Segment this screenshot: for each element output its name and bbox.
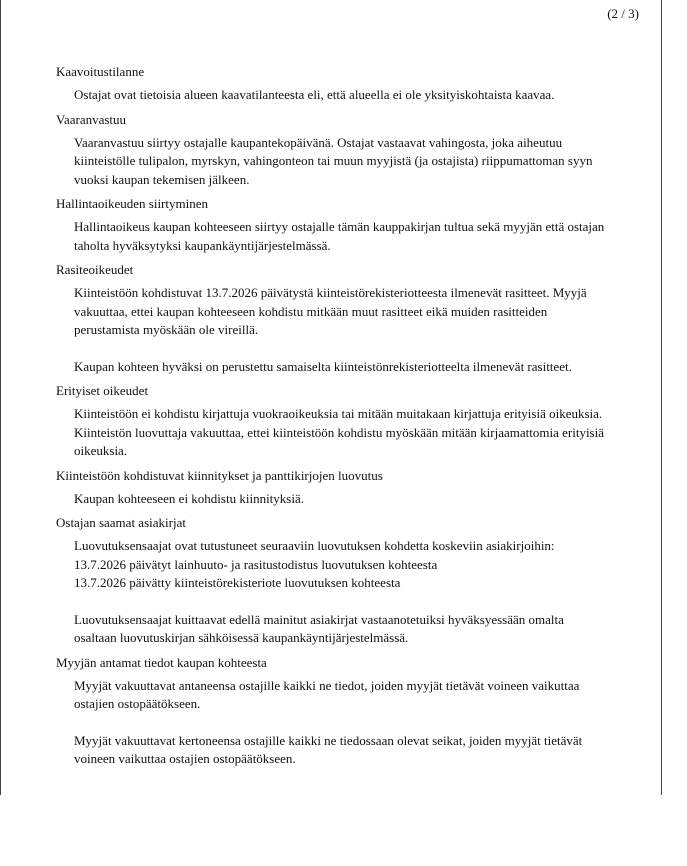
document-section <box>56 515 626 648</box>
section-heading: Kiinteistöön kohdistuvat kiinnitykset ja panttikirjojen luovutus <box>56 467 383 483</box>
paragraph-line: Kaupan kohteeseen ei kohdistu kiinnityksiä. <box>74 490 304 506</box>
section-paragraph <box>74 218 626 255</box>
section-paragraph <box>74 405 626 461</box>
paragraph-line: Luovutuksensaajat ovat tutustuneet seuraaviin luovutuksen kohdetta koskeviin asiakirjoihin: <box>74 538 555 553</box>
section-heading: Myyjän antamat tiedot kaupan kohteesta <box>56 654 267 670</box>
section-heading: Erityiset oikeudet <box>56 383 149 398</box>
section-paragraph <box>74 677 626 714</box>
document-section <box>56 262 626 376</box>
paragraph-line: Kiinteistön luovuttaja vakuuttaa, ettei kiinteistöön kohdistu myöskään mitään kirjaamattomia erityisiä <box>74 424 604 440</box>
section-body <box>74 134 626 190</box>
paragraph-line: Luovutuksensaajat kuittaavat edellä mainitut asiakirjat vastaanotetuiksi hyväksyessään omalta <box>74 611 564 627</box>
section-body <box>74 284 626 376</box>
document-section <box>56 64 626 105</box>
paragraph-line: 13.7.2026 päivätyt lainhuuto- ja rasitustodistus luovutuksen kohteesta <box>74 556 438 572</box>
section-heading: Rasiteoikeudet <box>56 262 134 277</box>
section-heading: Vaaranvastuu <box>56 111 127 127</box>
section-body <box>74 677 626 769</box>
section-paragraph <box>74 358 626 377</box>
paragraph-line: vuoksi kaupan tekemisen jälkeen. <box>74 171 250 187</box>
paragraph-line: Kaupan kohteen hyväksi on perustettu samaiselta kiinteistönrekisteriotteelta ilmenevät rasitteet. <box>74 358 572 374</box>
paragraph-line: ostajien ostopäätökseen. <box>74 696 201 711</box>
page-border-right <box>661 0 662 795</box>
document-section <box>56 655 626 769</box>
document-content <box>56 64 626 776</box>
paragraph-line: Myyjät vakuuttavat kertoneensa ostajille kaikki ne tiedossaan olevat seikat, joiden myyjät tietävät <box>74 732 583 748</box>
section-body <box>74 405 626 461</box>
document-section <box>56 468 626 509</box>
section-body <box>74 490 626 509</box>
section-paragraph <box>74 86 626 105</box>
page-number: (2 / 3) <box>607 6 639 21</box>
page-border-left <box>0 0 1 795</box>
document-section <box>56 383 626 461</box>
section-heading: Hallintaoikeuden siirtyminen <box>56 196 208 211</box>
document-section <box>56 112 626 190</box>
section-paragraph <box>74 284 626 340</box>
paragraph-line: kiinteistölle tulipalon, myrskyn, vahingonteon tai muun myyjistä (ja ostajista) riippumattoman syyn <box>74 153 593 168</box>
section-body <box>74 537 626 648</box>
paragraph-line: perustamista myöskään ole vireillä. <box>74 322 259 337</box>
paragraph-line: Ostajat ovat tietoisia alueen kaavatilanteesta eli, että alueella ei ole yksityiskohtaista kaavaa. <box>74 87 555 102</box>
section-paragraph <box>74 537 626 593</box>
section-body <box>74 218 626 255</box>
paragraph-line: taholta hyväksytyksi kaupankäyntijärjestelmässä. <box>74 237 331 253</box>
section-heading: Ostajan saamat asiakirjat <box>56 515 186 530</box>
paragraph-line: oikeuksia. <box>74 443 128 458</box>
paragraph-line: 13.7.2026 päivätty kiinteistörekisteriote luovutuksen kohteesta <box>74 575 401 590</box>
paragraph-line: vakuuttaa, ettei kaupan kohteeseen kohdistu mitkään muut rasitteet eikä muiden rasitteiden <box>74 303 548 319</box>
section-body <box>74 86 626 105</box>
paragraph-line: osaltaan luovutuskirjan sähköisessä kaupankäyntijärjestelmässä. <box>74 630 409 645</box>
section-paragraph <box>74 732 626 769</box>
section-paragraph <box>74 611 626 648</box>
document-section <box>56 196 626 255</box>
section-heading: Kaavoitustilanne <box>56 64 145 79</box>
paragraph-line: Myyjät vakuuttavat antaneensa ostajille kaikki ne tiedot, joiden myyjät tietävät voineen vaikuttaa <box>74 677 580 693</box>
paragraph-line: Vaaranvastuu siirtyy ostajalle kaupantekopäivänä. Ostajat vastaavat vahingosta, joka aiheutuu <box>74 134 563 150</box>
paragraph-line: Kiinteistöön kohdistuvat 13.7.2026 päivätystä kiinteistörekisteriotteesta ilmenevät rasitteet. Myyjä <box>74 285 587 300</box>
section-paragraph <box>74 134 626 190</box>
paragraph-line: Kiinteistöön ei kohdistu kirjattuja vuokraoikeuksia tai mitään muitakaan kirjattuja erityisiä oikeuksia. <box>74 406 603 421</box>
section-paragraph <box>74 490 626 509</box>
paragraph-line: voineen vaikuttaa ostajien ostopäätökseen. <box>74 751 296 766</box>
paragraph-line: Hallintaoikeus kaupan kohteeseen siirtyy ostajalle tämän kauppakirjan tultua sekä myyjän että ostajan <box>74 219 605 234</box>
